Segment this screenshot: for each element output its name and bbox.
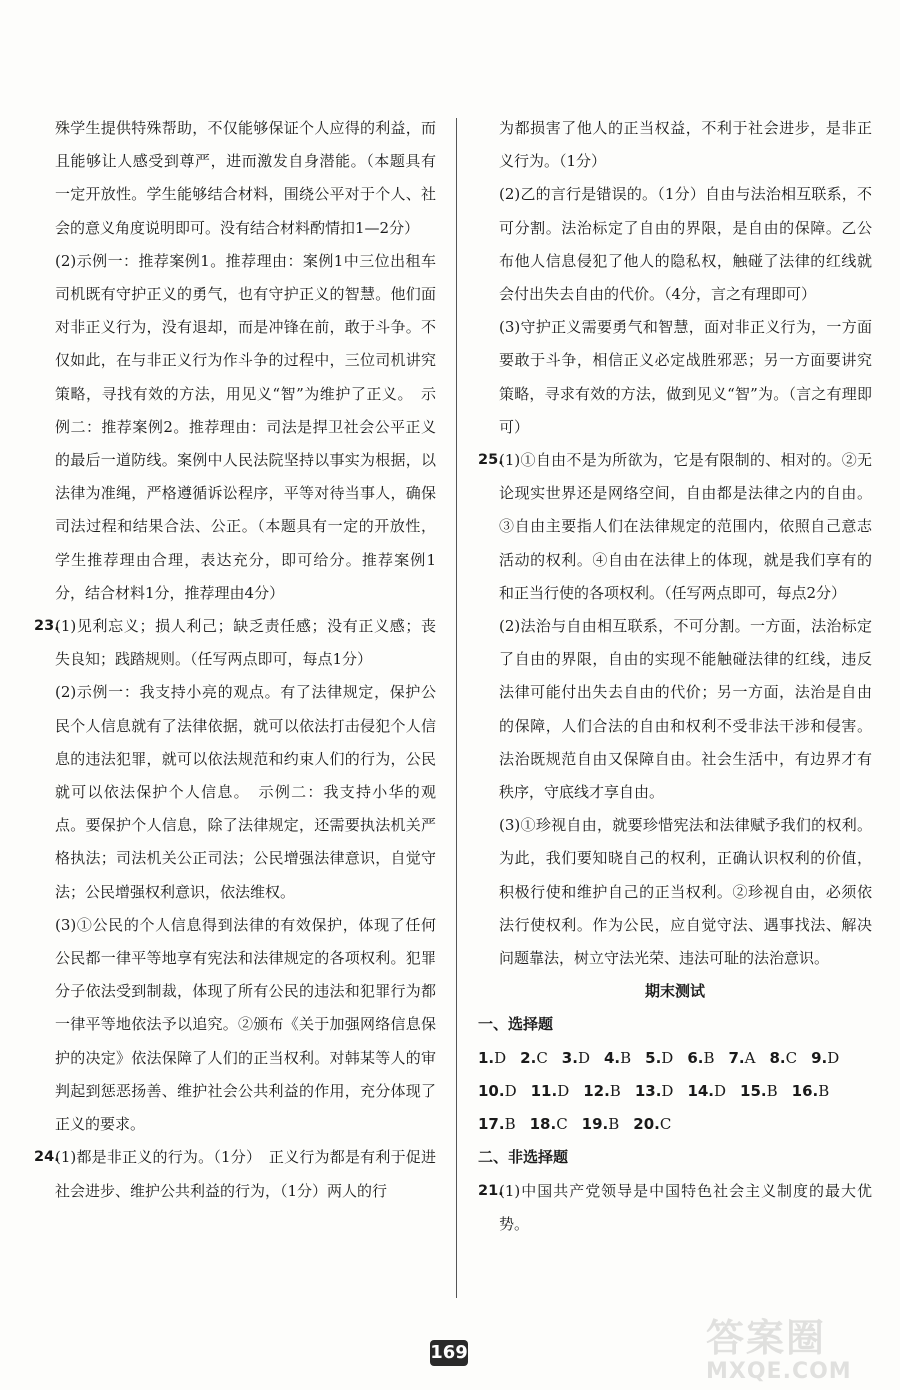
answer-paragraph: (1)都是非正义的行为。（1分） 正义行为都是有利于促进社会进步、维护公共利益的行为，（1分）两人的行 bbox=[55, 1148, 436, 1200]
choice-letter: D bbox=[504, 1081, 517, 1100]
left-column bbox=[34, 112, 436, 1208]
choice-number: 4. bbox=[603, 1048, 621, 1067]
choice-number: 5. bbox=[645, 1048, 662, 1067]
choice-letter: B bbox=[703, 1048, 715, 1067]
answer-paragraph: (3)①公民的个人信息得到法律的有效保护，体现了任何公民都一律平等地享有宪法和法律规定的各项权利。犯罪分子依法受到制裁，体现了所有公民的违法和犯罪行为都一律平等地依法予以追究。②颁布《关于加强网络信息保护的决定》依法保障了人们的正当权利。对韩某等人的审判起到惩恶扬善、维护社会公共利益的作用，充分体现了正义的要求。 bbox=[55, 915, 436, 1134]
question-number: 24. bbox=[34, 1149, 60, 1166]
choice-number: 14. bbox=[687, 1081, 715, 1100]
choice-letter: B bbox=[620, 1048, 632, 1067]
question-number: 23. bbox=[34, 618, 60, 635]
choice-number: 16. bbox=[791, 1081, 819, 1100]
section-heading: 二、非选择题 bbox=[478, 1148, 569, 1167]
choice-answer bbox=[792, 1075, 830, 1108]
choice-number: 9. bbox=[811, 1048, 828, 1067]
choice-number: 2. bbox=[520, 1048, 537, 1067]
choice-answer bbox=[531, 1075, 570, 1108]
choice-letter: D bbox=[577, 1048, 590, 1067]
choice-number: 19. bbox=[581, 1115, 609, 1134]
choice-number: 8. bbox=[769, 1048, 786, 1067]
choice-letter: D bbox=[661, 1048, 674, 1067]
column-divider bbox=[456, 118, 457, 1298]
choice-letter: D bbox=[494, 1048, 507, 1067]
question-23 bbox=[34, 610, 436, 1141]
page-number: 169 bbox=[430, 1340, 468, 1366]
choice-letter: B bbox=[766, 1081, 778, 1100]
choice-number: 13. bbox=[634, 1081, 662, 1100]
choice-number: 1. bbox=[478, 1048, 495, 1067]
watermark-en: MXQE.COM bbox=[706, 1359, 852, 1384]
choice-answer bbox=[811, 1042, 839, 1075]
answer-paragraph: (1)见利忘义；损人利己；缺乏责任感；没有正义感；丧失良知；践踏规则。（任写两点即可，每点1分） bbox=[55, 617, 436, 669]
watermark-cn: 答案圈 bbox=[706, 1316, 827, 1360]
answer-paragraph: (2)示例一：我支持小亮的观点。有了法律规定，保护公民个人信息就有了法律依据，就可以依法打击侵犯个人信息的违法犯罪，就可以依法规范和约束人们的行为，公民就可以依法保护个人信息。 示例二：我支持小华的观点。要保护个人信息，除了法律规定，还需要执法机关严格执法；司法机关公正司法；公民增强法律意识，自觉守法；公民增强权利意识，依法维权。 bbox=[55, 683, 436, 901]
answer-paragraph: (2)乙的言行是错误的。（1分）自由与法治相互联系，不可分割。法治标定了自由的界限，是自由的保障。乙公布他人信息侵犯了他人的隐私权，触碰了法律的红线就会付出失去自由的代价。（4分，言之有理即可） bbox=[499, 185, 872, 304]
choice-letter: B bbox=[818, 1081, 830, 1100]
choice-letter: A bbox=[744, 1048, 756, 1067]
choice-letter: B bbox=[608, 1115, 620, 1134]
choice-letter: D bbox=[714, 1081, 727, 1100]
choice-number: 7. bbox=[728, 1048, 745, 1067]
answer-paragraph: 为都损害了他人的正当权益，不利于社会进步，是非正义行为。（1分） bbox=[499, 119, 872, 171]
choice-answer bbox=[740, 1075, 778, 1108]
final-test-title: 期末测试 bbox=[644, 982, 705, 1001]
choice-number: 6. bbox=[687, 1048, 704, 1067]
answer-paragraph: (2)示例一：推荐案例1。推荐理由：案例1中三位出租车司机既有守护正义的勇气，也有守护正义的智慧。他们面对非正义行为，没有退却，而是冲锋在前，敢于斗争。不仅如此，在与非正义行为作斗争的过程中，三位司机讲究策略，寻找有效的方法，用见义“智”为维护了正义。 示例二：推荐案例2。推荐理由：司法是捍卫社会公平正义的最后一道防线。案例中人民法院坚持以事实为根据，以法律为准绳，严格遵循诉讼程序，平等对待当事人，确保司法过程和结果合法、公正。（本题具有一定的开放性，学生推荐理由合理，表达充分，即可给分。推荐案例1分，结合材料1分，推荐理由4分） bbox=[55, 251, 436, 602]
choice-answer bbox=[604, 1042, 631, 1075]
answer-paragraph: (1)①自由不是为所欲为，它是有限制的、相对的。②无论现实世界还是网络空间，自由都是法律之内的自由。③自由主要指人们在法律规定的范围内，依照自己意志活动的权利。④自由在法律上的体现，就是我们享有的和正当行使的各项权利。（任写两点即可，每点2分） bbox=[499, 451, 872, 602]
choice-answer bbox=[478, 1075, 517, 1108]
question-21 bbox=[478, 1175, 872, 1241]
choice-answer bbox=[687, 1042, 714, 1075]
choice-number: 10. bbox=[478, 1081, 505, 1100]
choice-answer bbox=[530, 1108, 568, 1141]
choice-letter: B bbox=[504, 1115, 516, 1134]
choice-letter: B bbox=[609, 1081, 621, 1100]
choice-answer bbox=[633, 1108, 671, 1141]
answer-paragraph: (1)中国共产党领导是中国特色社会主义制度的最大优势。 bbox=[499, 1181, 872, 1233]
choice-number: 18. bbox=[529, 1115, 557, 1134]
choice-answer bbox=[728, 1042, 755, 1075]
question-number: 21. bbox=[478, 1182, 504, 1199]
watermark-logo bbox=[706, 1316, 892, 1390]
choice-number: 20. bbox=[633, 1115, 660, 1134]
question-number: 25. bbox=[478, 452, 504, 469]
choice-answer bbox=[562, 1042, 590, 1075]
choice-letter: C bbox=[536, 1048, 548, 1067]
answer-paragraph: (3)守护正义需要勇气和智慧，面对非正义行为，一方面要敢于斗争，相信正义必定战胜邪恶；另一方面要讲究策略，寻求有效的方法，做到见义“智”为。（言之有理即可） bbox=[499, 318, 872, 436]
section-heading: 一、选择题 bbox=[478, 1015, 554, 1034]
choice-number: 3. bbox=[561, 1048, 578, 1067]
choice-answer bbox=[645, 1042, 673, 1075]
choice-number: 12. bbox=[583, 1081, 610, 1100]
choice-answer bbox=[583, 1075, 621, 1108]
choice-answer bbox=[478, 1042, 506, 1075]
choice-letter: C bbox=[659, 1115, 672, 1134]
choice-answer bbox=[687, 1075, 726, 1108]
question-25 bbox=[478, 444, 872, 975]
choice-answer bbox=[478, 1108, 516, 1141]
choice-letter: D bbox=[557, 1081, 570, 1100]
choice-number: 11. bbox=[530, 1081, 558, 1100]
choice-answer-list bbox=[478, 1042, 872, 1142]
choice-number: 17. bbox=[478, 1115, 505, 1134]
choice-letter: D bbox=[661, 1081, 674, 1100]
choice-letter: C bbox=[785, 1048, 798, 1067]
right-column bbox=[478, 112, 872, 1241]
answer-paragraph: (2)法治与自由相互联系，不可分割。一方面，法治标定了自由的界限，自由的实现不能触碰法律的红线，违反法律可能付出失去自由的代价；另一方面，法治是自由的保障，人们合法的自由和权利不受非法干涉和侵害。法治既规范自由又保障自由。社会生活中，有边界才有秩序，守底线才享自由。 bbox=[499, 617, 872, 802]
choice-number: 15. bbox=[740, 1081, 767, 1100]
answer-paragraph: 殊学生提供特殊帮助，不仅能够保证个人应得的利益，而且能够让人感受到尊严，进而激发自身潜能。（本题具有一定开放性。学生能够结合材料，围绕公平对于个人、社会的意义角度说明即可。没有结合材料酌情扣1—2分） bbox=[55, 119, 436, 237]
choice-answer bbox=[582, 1108, 620, 1141]
choice-answer bbox=[520, 1042, 548, 1075]
choice-letter: D bbox=[827, 1048, 840, 1067]
choice-answer bbox=[635, 1075, 674, 1108]
choice-letter: C bbox=[556, 1115, 568, 1134]
choice-answer bbox=[769, 1042, 797, 1075]
question-24 bbox=[34, 1141, 436, 1207]
answer-paragraph: (3)①珍视自由，就要珍惜宪法和法律赋予我们的权利。为此，我们要知晓自己的权利，正确认识权利的价值，积极行使和维护自己的正当权利。②珍视自由，必须依法行使权利。作为公民，应自觉守法、遇事找法、解决问题靠法，树立守法光荣、违法可耻的法治意识。 bbox=[499, 816, 872, 968]
